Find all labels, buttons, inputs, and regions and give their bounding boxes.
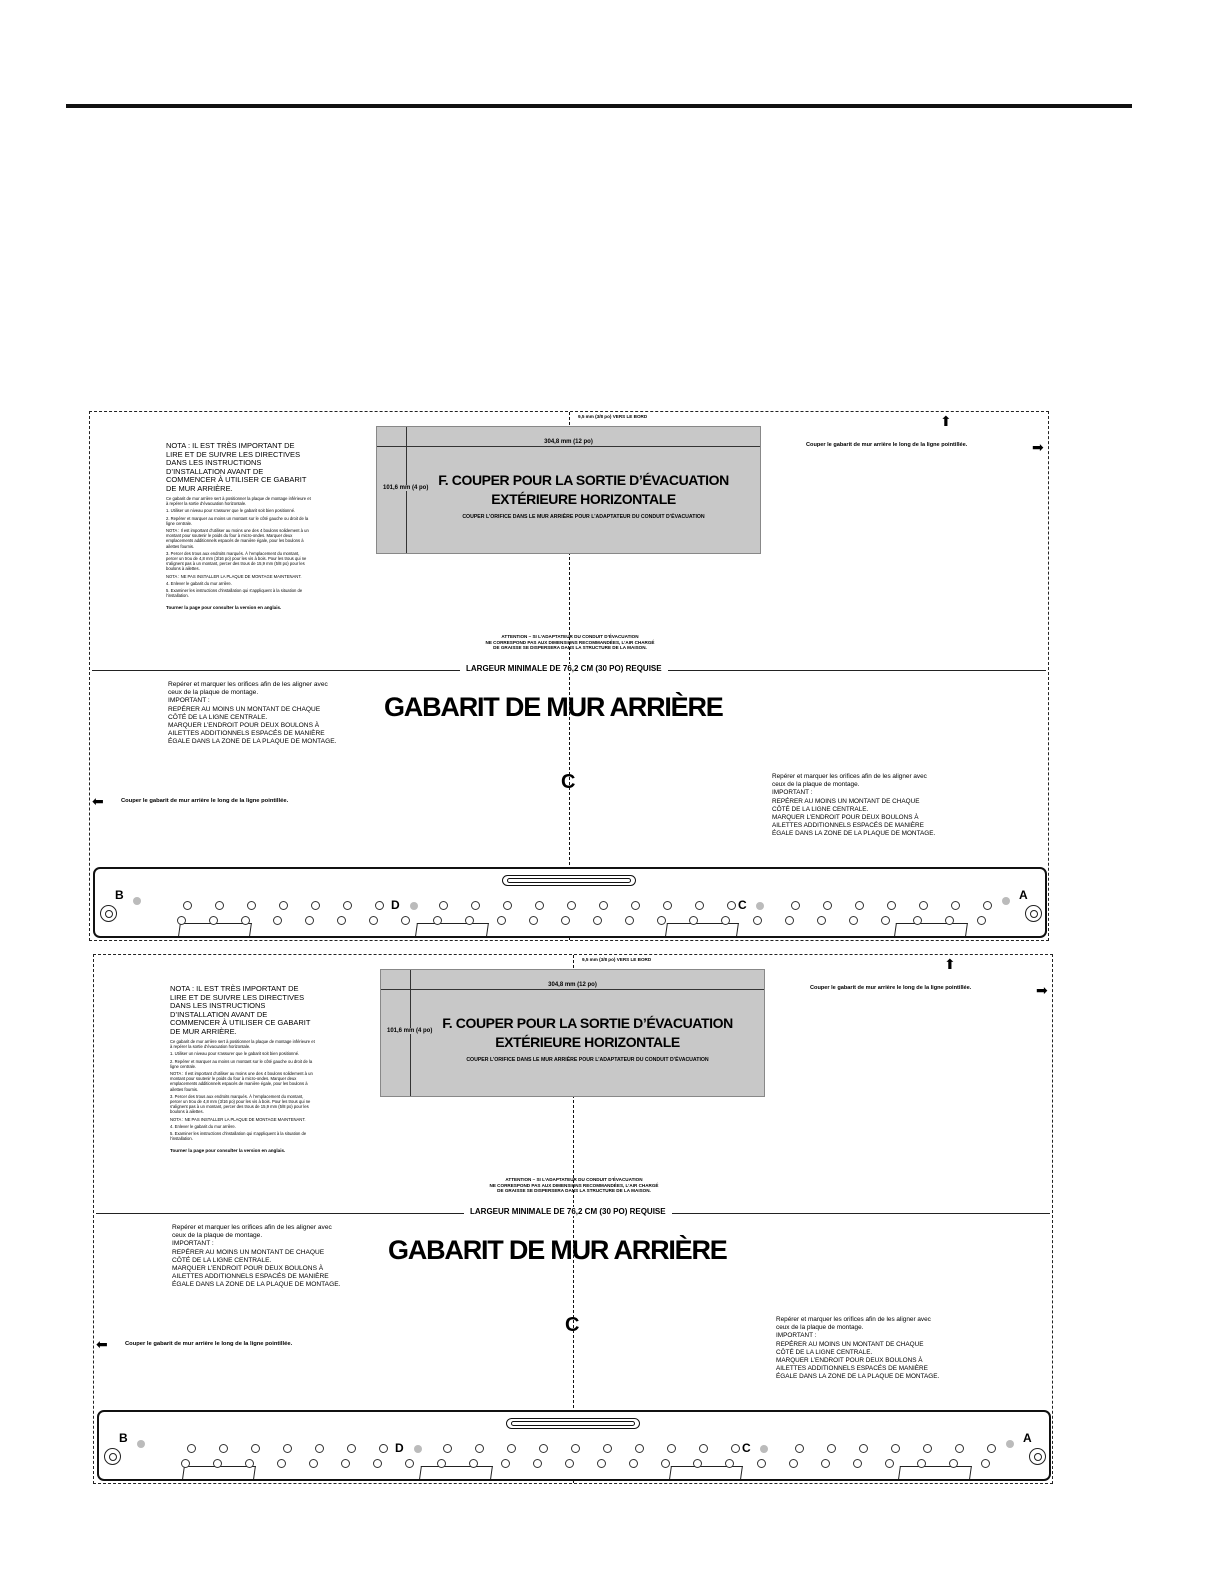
plate-slot <box>502 875 636 886</box>
repere-line-2: ceux de la plaque de montage. <box>168 689 259 697</box>
mounting-hole <box>827 1444 836 1453</box>
dimension-height: 101,6 mm (4 po) <box>387 1028 433 1034</box>
dimension-width: 304,8 mm (12 po) <box>541 439 596 445</box>
attention-warning <box>390 634 750 651</box>
repere-line-8: ÉGALE DANS LA ZONE DE LA PLAQUE DE MONTAGE. <box>168 738 337 746</box>
plate-tab <box>419 1466 493 1479</box>
mounting-hole <box>347 1444 356 1453</box>
nota-step-4: 4. Enlever le gabarit du mur arrière. <box>170 1123 236 1129</box>
repere-line-6: MARQUER L’ENDROIT POUR DEUX BOULONS À <box>772 814 919 822</box>
nota-note-1: NOTA : Il est important d’utiliser au moins une des 4 boulons solidement à un montant pour soutenir le poids du four à micro-ondes. Marquer deux emplacements additionnels espacés de manière égale, pour les boulons à ailettes fournis. <box>166 528 309 549</box>
nota-note-1: NOTA : Il est important d’utiliser au moins une des 4 boulons solidement à un montant pour soutenir le poids du four à micro-ondes. Marquer deux emplacements additionnels espacés de manière égale, pour les boulons à ailettes fournis. <box>170 1071 313 1092</box>
plate-label-d: D <box>395 1441 404 1455</box>
mounting-hole <box>373 1459 382 1468</box>
mounting-hole <box>695 901 704 910</box>
nota-step-1: 1. Utiliser un niveau pour s’assurer que le gabarit soit bien positionné. <box>166 508 296 514</box>
mounting-hole <box>305 916 314 925</box>
mounting-hole <box>529 916 538 925</box>
mounting-hole <box>981 1459 990 1468</box>
mounting-hole <box>475 1444 484 1453</box>
mark-holes-instructions-left <box>172 1224 392 1290</box>
mounting-hole <box>341 1459 350 1468</box>
mounting-hole <box>279 901 288 910</box>
nota-step-2: 2. Repérer et marquer au moins un montant sur le côté gauche ou droit de la ligne centrale. <box>170 1058 313 1069</box>
mounting-hole <box>987 1444 996 1453</box>
nota-step-1: 1. Utiliser un niveau pour s’assurer que le gabarit soit bien positionné. <box>170 1051 300 1057</box>
nota-heading: NOTA : IL EST TRÈS IMPORTANT DE LIRE ET DE SUIVRE LES DIRECTIVES DANS LES INSTRUCTIONS D’INSTALLATION AVANT DE COMMENCER À UTILISER CE GABARIT DE MUR ARRIÈRE. <box>170 984 311 1036</box>
mounting-hole <box>535 901 544 910</box>
cutout-title-line-2: EXTÉRIEURE HORIZONTALE <box>495 1034 680 1050</box>
cutout-subtitle: COUPER L’ORIFICE DANS LE MUR ARRIÈRE POUR L’ADAPTATEUR DU CONDUIT D’ÉVACUATION <box>466 1057 709 1063</box>
mounting-hole <box>785 916 794 925</box>
mounting-hole <box>923 1444 932 1453</box>
repere-line-6: MARQUER L’ENDROIT POUR DEUX BOULONS À <box>168 722 320 730</box>
mounting-hole <box>183 901 192 910</box>
dimension-height: 101,6 mm (4 po) <box>383 485 429 491</box>
mounting-hole <box>311 901 320 910</box>
plate-marker-b <box>137 1440 145 1448</box>
mounting-hole <box>593 916 602 925</box>
mounting-hole <box>465 916 474 925</box>
plate-marker-c <box>760 1445 768 1453</box>
repere-line-5: CÔTÉ DE LA LIGNE CENTRALE. <box>772 805 869 813</box>
mounting-hole <box>309 1459 318 1468</box>
attention-line-1: ATTENTION – SI L’ADAPTATEUR DU CONDUIT D’ÉVACUATION <box>505 1177 643 1182</box>
mounting-hole <box>315 1444 324 1453</box>
min-width-label: LARGEUR MINIMALE DE 76,2 CM (30 PO) REQUISE <box>460 664 668 673</box>
wall-template-1 <box>89 411 1049 941</box>
plate-end-hole-left <box>100 905 117 922</box>
mounting-hole <box>507 1444 516 1453</box>
nota-step-5: 5. Examiner les instructions d’installation qui s’appliquent à la situation de l’installation. <box>170 1131 307 1142</box>
mounting-hole <box>603 1444 612 1453</box>
repere-line-6: MARQUER L’ENDROIT POUR DEUX BOULONS À <box>776 1357 923 1365</box>
edge-note: 9,5 mm (3/8 po) VERS LE BORD <box>582 957 652 962</box>
mounting-hole <box>567 901 576 910</box>
repere-line-4: REPÉRER AU MOINS UN MONTANT DE CHAQUE <box>168 705 321 713</box>
mounting-hole <box>379 1444 388 1453</box>
cut-instruction-left: Couper le gabarit de mur arrière le long de la ligne pointillée. <box>125 1341 293 1347</box>
mounting-hole <box>561 916 570 925</box>
mounting-hole <box>565 1459 574 1468</box>
mounting-hole <box>343 901 352 910</box>
nota-instructions <box>170 985 315 1155</box>
nota-step-5: 5. Examiner les instructions d’installation qui s’appliquent à la situation de l’installation. <box>166 588 303 599</box>
mounting-hole <box>181 1459 190 1468</box>
mounting-hole <box>497 916 506 925</box>
dimension-line-horizontal <box>377 446 760 447</box>
attention-line-2: NE CORRESPOND PAS AUX DIMENSIONS RECOMMANDÉES, L’AIR CHARGÉ <box>489 1182 659 1188</box>
repere-line-1: Repérer et marquer les orifices afin de les aligner avec <box>772 773 927 780</box>
mounting-hole <box>791 901 800 910</box>
mounting-hole <box>469 1459 478 1468</box>
attention-line-1: ATTENTION – SI L’ADAPTATEUR DU CONDUIT D’ÉVACUATION <box>501 634 639 639</box>
repere-line-8: ÉGALE DANS LA ZONE DE LA PLAQUE DE MONTAGE. <box>776 1373 940 1381</box>
plate-label-d: D <box>391 898 400 912</box>
mounting-hole <box>885 1459 894 1468</box>
mounting-hole <box>277 1459 286 1468</box>
cutout-subtitle: COUPER L’ORIFICE DANS LE MUR ARRIÈRE POUR L’ADAPTATEUR DU CONDUIT D’ÉVACUATION <box>462 514 705 520</box>
mounting-hole <box>405 1459 414 1468</box>
mounting-hole <box>725 1459 734 1468</box>
template-title: GABARIT DE MUR ARRIÈRE <box>388 1235 727 1265</box>
plate-marker-c <box>756 902 764 910</box>
nota-heading: NOTA : IL EST TRÈS IMPORTANT DE LIRE ET DE SUIVRE LES DIRECTIVES DANS LES INSTRUCTIONS D’INSTALLATION AVANT DE COMMENCER À UTILISER CE GABARIT DE MUR ARRIÈRE. <box>166 441 307 493</box>
arrow-up-icon: ⬆ <box>940 413 952 429</box>
plate-label-c: C <box>742 1441 751 1455</box>
mounting-hole <box>945 916 954 925</box>
plate-marker-d <box>414 1445 422 1453</box>
mounting-hole <box>219 1444 228 1453</box>
mounting-hole <box>721 916 730 925</box>
mounting-hole <box>727 901 736 910</box>
arrow-right-icon: ➡ <box>1036 982 1048 998</box>
plate-label-a: A <box>1023 1431 1032 1445</box>
cutout-title-line-1: F. COUPER POUR LA SORTIE D’ÉVACUATION <box>438 472 729 488</box>
repere-line-1: Repérer et marquer les orifices afin de les aligner avec <box>168 681 328 688</box>
center-mark-c: C <box>561 771 576 793</box>
cut-instruction-left: Couper le gabarit de mur arrière le long de la ligne pointillée. <box>121 798 289 804</box>
plate-marker-a <box>1006 1440 1014 1448</box>
mounting-hole <box>251 1444 260 1453</box>
mounting-hole <box>667 1444 676 1453</box>
mounting-hole <box>887 901 896 910</box>
arrow-up-icon: ⬆ <box>944 956 956 972</box>
mounting-hole <box>663 901 672 910</box>
repere-line-2: ceux de la plaque de montage. <box>776 1324 864 1332</box>
mounting-hole <box>757 1459 766 1468</box>
repere-line-1: Repérer et marquer les orifices afin de les aligner avec <box>172 1224 332 1231</box>
nota-note-2: NOTA : NE PAS INSTALLER LA PLAQUE DE MONTAGE MAINTENANT. <box>166 573 302 579</box>
plate-tab <box>898 1466 972 1479</box>
mounting-hole <box>795 1444 804 1453</box>
repere-line-3: IMPORTANT : <box>172 1240 214 1248</box>
mounting-hole <box>891 1444 900 1453</box>
mounting-hole <box>599 901 608 910</box>
nota-step-4: 4. Enlever le gabarit du mur arrière. <box>166 580 232 586</box>
mounting-hole <box>699 1444 708 1453</box>
mounting-hole <box>337 916 346 925</box>
vent-cutout-box <box>380 969 765 1097</box>
plate-label-b: B <box>119 1431 128 1445</box>
mounting-hole <box>213 1459 222 1468</box>
mounting-hole <box>631 901 640 910</box>
min-width-label: LARGEUR MINIMALE DE 76,2 CM (30 PO) REQUISE <box>464 1207 672 1216</box>
plate-tab <box>178 923 252 936</box>
mounting-hole <box>241 916 250 925</box>
mounting-plate <box>93 867 1047 938</box>
mounting-hole <box>789 1459 798 1468</box>
mounting-hole <box>375 901 384 910</box>
nota-intro: Ce gabarit de mur arrière sert à positionner la plaque de montage inférieure et à repérer la sortie d’évacuation horizontale. <box>170 1039 315 1050</box>
mounting-hole <box>955 1444 964 1453</box>
nota-note-2: NOTA : NE PAS INSTALLER LA PLAQUE DE MONTAGE MAINTENANT. <box>170 1116 306 1122</box>
arrow-left-icon: ⬅ <box>92 793 104 809</box>
repere-line-8: ÉGALE DANS LA ZONE DE LA PLAQUE DE MONTAGE. <box>772 830 936 838</box>
mounting-hole <box>443 1444 452 1453</box>
mounting-hole <box>501 1459 510 1468</box>
mounting-plate <box>97 1410 1051 1481</box>
dimension-line-horizontal <box>381 989 764 990</box>
plate-end-hole-right <box>1029 1448 1046 1465</box>
wall-template-2 <box>93 954 1053 1484</box>
repere-line-4: REPÉRER AU MOINS UN MONTANT DE CHAQUE <box>772 797 920 805</box>
mounting-hole <box>817 916 826 925</box>
plate-tab <box>894 923 968 936</box>
mounting-hole <box>753 916 762 925</box>
mounting-hole <box>917 1459 926 1468</box>
mounting-hole <box>177 916 186 925</box>
mounting-hole <box>215 901 224 910</box>
plate-marker-b <box>133 897 141 905</box>
mounting-hole <box>597 1459 606 1468</box>
mounting-hole <box>369 916 378 925</box>
top-rule <box>66 104 1132 108</box>
mounting-hole <box>689 916 698 925</box>
mounting-hole <box>629 1459 638 1468</box>
repere-line-4: REPÉRER AU MOINS UN MONTANT DE CHAQUE <box>172 1248 325 1256</box>
repere-line-7: AILETTES ADDITIONNELS ESPACÉS DE MANIÈRE <box>172 1273 329 1281</box>
plate-marker-d <box>410 902 418 910</box>
mounting-hole <box>247 901 256 910</box>
plate-label-a: A <box>1019 888 1028 902</box>
repere-line-2: ceux de la plaque de montage. <box>172 1232 263 1240</box>
attention-line-3: DE GRAISSE SE DISPERSERA DANS LA STRUCTURE DE LA MAISON. <box>497 1188 651 1193</box>
mounting-hole <box>539 1444 548 1453</box>
plate-end-hole-right <box>1025 905 1042 922</box>
vent-cutout-box <box>376 426 761 554</box>
nota-instructions <box>166 442 311 612</box>
attention-line-3: DE GRAISSE SE DISPERSERA DANS LA STRUCTURE DE LA MAISON. <box>493 645 647 650</box>
nota-step-3: 3. Percer des trous aux endroits marqués. À l’emplacement du montant, percer un trou de 4,8 mm (3/16 po) pour les vis à bois. Pour les trous qui ne s’alignent pas à un montant, percer des trous de 15,9 mm (5/8 po) pour les boulons à ailettes. <box>166 550 307 572</box>
mounting-hole <box>273 916 282 925</box>
mounting-hole <box>245 1459 254 1468</box>
mounting-hole <box>437 1459 446 1468</box>
template-title: GABARIT DE MUR ARRIÈRE <box>384 692 723 722</box>
cutout-title-line-1: F. COUPER POUR LA SORTIE D’ÉVACUATION <box>442 1015 733 1031</box>
edge-note: 9,5 mm (3/8 po) VERS LE BORD <box>578 414 648 419</box>
plate-tab <box>669 1466 743 1479</box>
repere-line-6: MARQUER L’ENDROIT POUR DEUX BOULONS À <box>172 1265 324 1273</box>
cut-instruction-right: Couper le gabarit de mur arrière le long de la ligne pointillée. <box>810 985 972 991</box>
mounting-hole <box>187 1444 196 1453</box>
center-mark-c: C <box>565 1314 580 1336</box>
repere-line-7: AILETTES ADDITIONNELS ESPACÉS DE MANIÈRE <box>772 822 924 830</box>
repere-line-1: Repérer et marquer les orifices afin de les aligner avec <box>776 1316 931 1323</box>
mounting-hole <box>977 916 986 925</box>
mounting-hole <box>209 916 218 925</box>
mounting-hole <box>913 916 922 925</box>
repere-line-2: ceux de la plaque de montage. <box>772 781 860 789</box>
attention-line-2: NE CORRESPOND PAS AUX DIMENSIONS RECOMMANDÉES, L’AIR CHARGÉ <box>485 639 655 645</box>
nota-turn-page: Tourner la page pour consulter la version en anglais. <box>166 605 282 611</box>
mounting-hole <box>661 1459 670 1468</box>
nota-step-3: 3. Percer des trous aux endroits marqués. À l’emplacement du montant, percer un trou de 4,8 mm (3/16 po) pour les vis à bois. Pour les trous qui ne s’alignent pas à un montant, percer des trous de 15,9 mm (5/8 po) pour les boulons à ailettes. <box>170 1093 311 1115</box>
mounting-hole <box>533 1459 542 1468</box>
mounting-hole <box>983 901 992 910</box>
nota-turn-page: Tourner la page pour consulter la version en anglais. <box>170 1148 286 1154</box>
mark-holes-instructions-left <box>168 681 388 747</box>
mounting-hole <box>503 901 512 910</box>
mounting-hole <box>853 1459 862 1468</box>
mounting-hole <box>283 1444 292 1453</box>
mounting-hole <box>625 916 634 925</box>
nota-intro: Ce gabarit de mur arrière sert à positionner la plaque de montage inférieure et à repérer la sortie d’évacuation horizontale. <box>166 496 311 507</box>
repere-line-5: CÔTÉ DE LA LIGNE CENTRALE. <box>776 1348 873 1356</box>
mark-holes-instructions-right <box>772 773 992 839</box>
plate-end-hole-left <box>104 1448 121 1465</box>
plate-label-c: C <box>738 898 747 912</box>
plate-tab <box>665 923 739 936</box>
mounting-hole <box>881 916 890 925</box>
plate-marker-a <box>1002 897 1010 905</box>
mounting-hole <box>693 1459 702 1468</box>
mounting-hole <box>859 1444 868 1453</box>
mounting-hole <box>951 901 960 910</box>
plate-tab <box>182 1466 256 1479</box>
mounting-hole <box>849 916 858 925</box>
nota-step-2: 2. Repérer et marquer au moins un montant sur le côté gauche ou droit de la ligne centrale. <box>166 515 309 526</box>
repere-line-5: CÔTÉ DE LA LIGNE CENTRALE. <box>172 1256 272 1264</box>
mounting-hole <box>433 916 442 925</box>
plate-slot <box>506 1418 640 1429</box>
mounting-hole <box>439 901 448 910</box>
mounting-hole <box>571 1444 580 1453</box>
mounting-hole <box>855 901 864 910</box>
dimension-width: 304,8 mm (12 po) <box>545 982 600 988</box>
mounting-hole <box>821 1459 830 1468</box>
plate-label-b: B <box>115 888 124 902</box>
plate-tab <box>415 923 489 936</box>
arrow-left-icon: ⬅ <box>96 1336 108 1352</box>
mounting-hole <box>657 916 666 925</box>
mounting-hole <box>635 1444 644 1453</box>
repere-line-3: IMPORTANT : <box>168 697 210 705</box>
cut-instruction-right: Couper le gabarit de mur arrière le long de la ligne pointillée. <box>806 442 968 448</box>
mark-holes-instructions-right <box>776 1316 996 1382</box>
mounting-hole <box>731 1444 740 1453</box>
repere-line-7: AILETTES ADDITIONNELS ESPACÉS DE MANIÈRE <box>168 730 325 738</box>
repere-line-5: CÔTÉ DE LA LIGNE CENTRALE. <box>168 713 268 721</box>
arrow-right-icon: ➡ <box>1032 439 1044 455</box>
attention-warning <box>394 1177 754 1194</box>
mounting-hole <box>919 901 928 910</box>
repere-line-8: ÉGALE DANS LA ZONE DE LA PLAQUE DE MONTAGE. <box>172 1281 341 1289</box>
mounting-hole <box>471 901 480 910</box>
repere-line-3: IMPORTANT : <box>776 1332 817 1340</box>
repere-line-3: IMPORTANT : <box>772 789 813 797</box>
repere-line-4: REPÉRER AU MOINS UN MONTANT DE CHAQUE <box>776 1340 924 1348</box>
mounting-hole <box>823 901 832 910</box>
repere-line-7: AILETTES ADDITIONNELS ESPACÉS DE MANIÈRE <box>776 1365 928 1373</box>
mounting-hole <box>949 1459 958 1468</box>
cutout-title-line-2: EXTÉRIEURE HORIZONTALE <box>491 491 676 507</box>
mounting-hole <box>401 916 410 925</box>
